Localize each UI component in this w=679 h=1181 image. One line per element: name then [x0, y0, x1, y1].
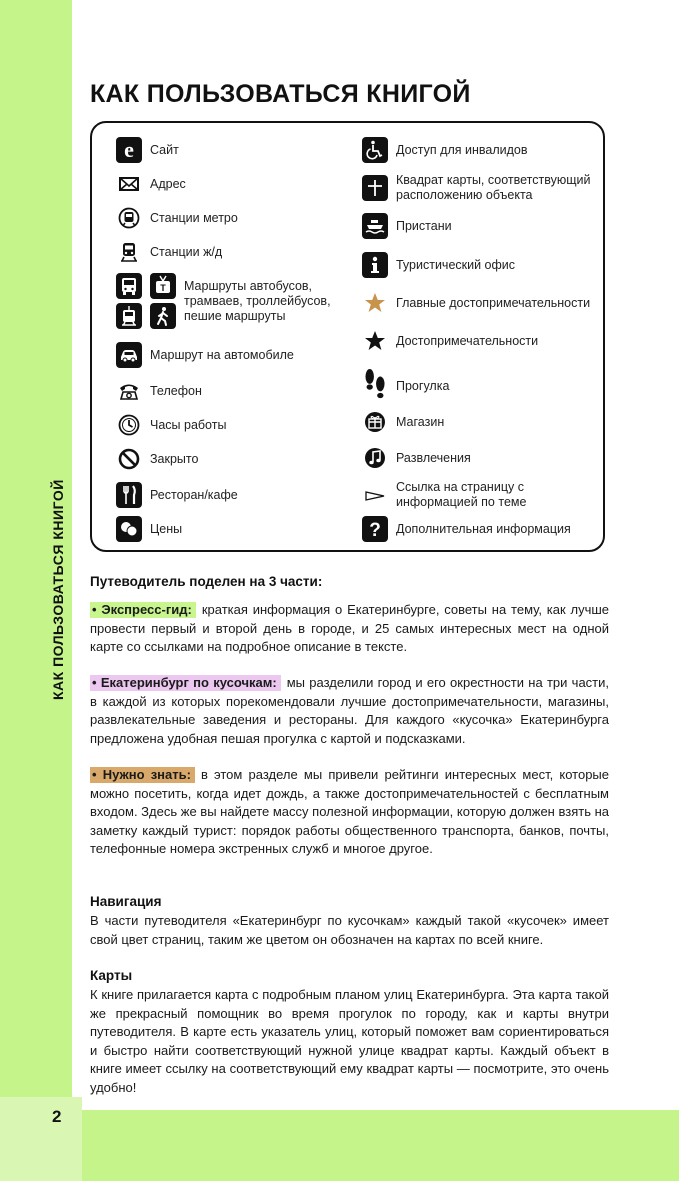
maps-paragraph: К книге прилагается карта с подробным планом улиц Екатеринбурга. Эта карта такой же прекрасный помощник во время прогулок по городу, как и карты внутри путеводителя. В карте есть указатель улиц, который поможет вам сориентироваться и быстро найти соответствующий нужной улице квадрат карты. Каждый объект в книге имеет ссылку на соответствующий ему квадрат карты — посмотрите, это очень удобно!: [90, 987, 609, 1095]
navigation-heading: Навигация: [90, 894, 162, 909]
info-icon: [362, 252, 388, 278]
gift-icon: [362, 409, 388, 435]
tram-icon: [116, 303, 142, 329]
page-link-icon: [362, 482, 388, 508]
pieces-paragraph: • Екатеринбург по кусочкам: мы разделили город и его окрестности на три части, в каждой из которых порекомендовали лучшие достопримечательности, магазины, развлекательные заведения и рестораны. Для каждого «кусочка» Екатеринбурга предложена удобная пешая прогулка с картой и подсказками.: [90, 675, 609, 746]
legend-item-restaurant: Ресторан/кафе: [116, 482, 238, 508]
legend-item-piers: Пристани: [362, 213, 452, 239]
page-number-box: [0, 1097, 82, 1181]
pieces-label: • Екатеринбург по кусочкам:: [90, 675, 281, 691]
fork-knife-icon: [116, 482, 142, 508]
know-label: • Нужно знать:: [90, 767, 195, 783]
gold-star-icon: [362, 290, 388, 316]
legend-item-page-link: Ссылка на страницу с информацией по теме: [362, 480, 586, 510]
parts-heading: Путеводитель поделен на 3 части:: [90, 574, 323, 589]
music-note-icon: [362, 445, 388, 471]
legend-item-address: Адрес: [116, 171, 186, 197]
page-number: 2: [52, 1107, 62, 1126]
metro-icon: [116, 205, 142, 231]
bus-icon: [116, 273, 142, 299]
know-paragraph: • Нужно знать: в этом разделе мы привели рейтинги интересных мест, которые можно посетить, когда идет дождь, а также достопримечательностей с бесплатным входом. Здесь же вы найдете массу полезной информации, которую должен взять на заметку каждый турист: порядок работы общественного транспорта, банков, почты, телефонные номера экстренных служб и многое другое.: [90, 767, 609, 856]
black-star-icon: [362, 328, 388, 354]
legend-item-website: e Сайт: [116, 137, 179, 163]
car-icon: [116, 342, 142, 368]
express-paragraph: • Экспресс-гид: краткая информация о Екатеринбурге, советы на тему, как лучше провести первый и второй день в городе, и 25 самых интересных мест на одной карте со ссылками на подробное описание в тексте.: [90, 602, 610, 654]
legend-item-closed: Закрыто: [116, 446, 198, 472]
legend-item-hours: Часы работы: [116, 412, 226, 438]
legend-item-more-info: ? Дополнительная информация: [362, 516, 571, 542]
wheelchair-icon: [362, 137, 388, 163]
legend-item-sights: Достопримечательности: [362, 328, 538, 354]
legend-item-accessibility: Доступ для инвалидов: [362, 137, 528, 163]
maps-heading: Карты: [90, 968, 133, 983]
website-icon: [116, 137, 142, 163]
legend-item-car: Маршрут на автомобиле: [116, 342, 294, 368]
legend-item-train: Станции ж/д: [116, 239, 222, 265]
walking-icon: [150, 303, 176, 329]
transport-icons-group: [116, 273, 176, 329]
svg-text:?: ?: [369, 520, 381, 540]
legend-item-main-sights: Главные достопримечательности: [362, 290, 590, 316]
legend-item-map-grid: Квадрат карты, соответствующий расположению объекта: [362, 173, 596, 203]
svg-text:T: T: [160, 283, 166, 293]
express-label: • Экспресс-гид:: [90, 602, 196, 618]
ship-icon: [362, 213, 388, 239]
closed-icon: [116, 446, 142, 472]
page-title: КАК ПОЛЬЗОВАТЬСЯ КНИГОЙ: [90, 80, 471, 108]
legend-item-phone: Телефон: [116, 378, 202, 404]
phone-icon: [116, 378, 142, 404]
svg-text:e: e: [124, 139, 134, 161]
legend-item-metro: Станции метро: [116, 205, 238, 231]
legend-item-routes: T Маршруты автобусов, трамваев, троллейбусов, пешие маршруты: [116, 273, 344, 329]
train-icon: [116, 239, 142, 265]
side-running-title: КАК ПОЛЬЗОВАТЬСЯ КНИГОЙ: [50, 479, 66, 700]
map-grid-icon: [362, 175, 388, 201]
trolleybus-icon: [150, 273, 176, 299]
legend-item-tourist-office: Туристический офис: [362, 252, 515, 278]
navigation-paragraph: В части путеводителя «Екатеринбург по кусочкам» каждый такой «кусочек» имеет свой цвет страниц, таким же цветом он обозначен на картах по всей книге.: [90, 913, 609, 947]
legend-item-walk: Прогулка: [362, 368, 449, 404]
legend-item-prices: Цены: [116, 516, 182, 542]
clock-icon: [116, 412, 142, 438]
legend-item-shop: Магазин: [362, 409, 444, 435]
icon-legend: [90, 121, 605, 552]
bottom-bar: [82, 1110, 679, 1181]
coins-icon: [116, 516, 142, 542]
legend-item-entertainment: Развлечения: [362, 445, 471, 471]
footprints-icon: [362, 368, 388, 404]
envelope-icon: [116, 171, 142, 197]
question-icon: [362, 516, 388, 542]
